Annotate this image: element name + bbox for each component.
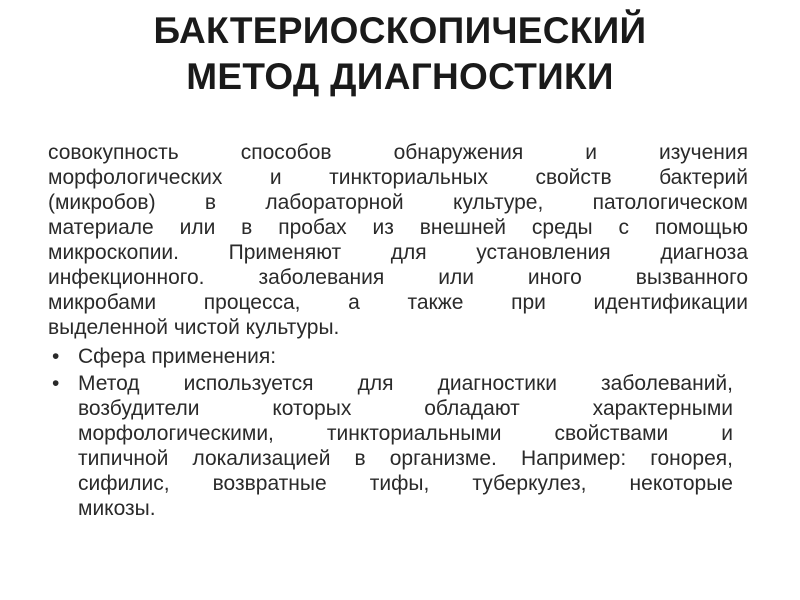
definition-line: микроскопии. Применяют для установления диагноза — [48, 241, 748, 264]
slide-title-line: БАКТЕРИОСКОПИЧЕСКИЙ — [153, 10, 647, 51]
definition-line: материале или в пробах из внешней среды с помощью — [48, 216, 748, 239]
definition-line: выделенной чистой культуры. — [48, 316, 340, 339]
bullet-item-usage — [48, 371, 748, 521]
definition-line: инфекционного. заболевания или иного вызванного — [48, 266, 748, 289]
bullet-line: морфологическими, тинкториальными свойствами и — [78, 422, 733, 445]
bullet-dot-icon: • — [52, 345, 60, 368]
bullet-line: Метод используется для диагностики заболеваний, — [78, 372, 733, 395]
bullet-text — [78, 344, 748, 369]
definition-line: морфологических и тинкториальных свойств бактерий — [48, 166, 748, 189]
bullet-line: возбудители которых обладают характерными — [78, 397, 733, 420]
bullet-text — [78, 371, 748, 521]
bullet-dot-icon: • — [52, 372, 60, 395]
bullet-line: Сфера применения: — [78, 345, 277, 368]
definition-line: (микробов) в лабораторной культуре, патологическом — [48, 191, 748, 214]
bullet-line: типичной локализацией в организме. Например: гонорея, — [78, 447, 733, 470]
definition-line: микробами процесса, а также при идентификации — [48, 291, 748, 314]
bullet-list — [48, 344, 748, 523]
bullet-item-scope — [48, 344, 748, 369]
definition-paragraph — [48, 140, 748, 340]
definition-line: совокупность способов обнаружения и изучения — [48, 141, 748, 164]
slide-title-line: МЕТОД ДИАГНОСТИКИ — [186, 56, 614, 97]
bullet-line: сифилис, возвратные тифы, туберкулез, некоторые — [78, 472, 733, 495]
slide-title — [60, 8, 740, 100]
bullet-line: микозы. — [78, 497, 156, 520]
